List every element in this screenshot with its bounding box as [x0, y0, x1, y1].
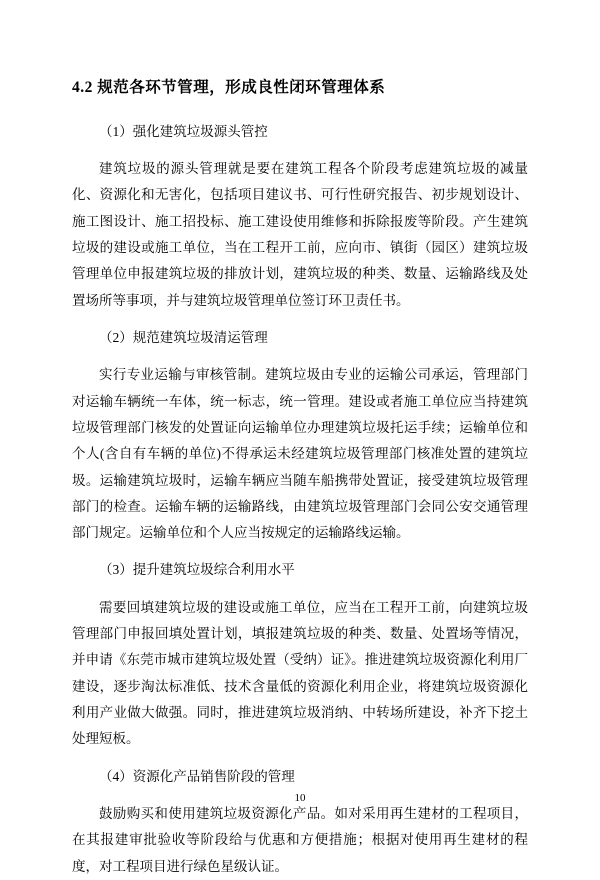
section-subheading-4: （4）资源化产品销售阶段的管理 — [99, 768, 295, 784]
section-paragraph-2: 实行专业运输与审核管制。建筑垃圾由专业的运输公司承运，管理部门对运输车辆统一车体，统一标志，统一管理。建设或者施工单位应当持建筑垃圾管理部门核发的处置证向运输单位办理建筑垃圾托运手续；运输单位和个人(含自有车辆的单位)不得承运未经建筑垃圾管理部门核准处置的建筑垃圾。运输建筑垃圾时，运输车辆应当随车船携带处置证，接受建筑垃圾管理部门的检查。运输车辆的运输路线，由建筑垃圾管理部门会同公安交通管理部门规定。运输单位和个人应当按规定的运输路线运输。 — [72, 367, 528, 541]
paragraph-spacer — [72, 316, 528, 325]
page-number: 10 — [294, 792, 306, 804]
section-paragraph-3: 需要回填建筑垃圾的建设或施工单位，应当在工程开工前，向建筑垃圾管理部门申报回填处置计划，填报建筑垃圾的种类、数量、处置场等情况，并申请《东莞市城市建筑垃圾处置（受纳）证》。推进建筑垃圾资源化利用厂建设，逐步淘汰标准低、技术含量低的资源化利用企业，将建筑垃圾资源化利用产业做大做强。同时，推进建筑垃圾消纳、中转场所建设，补齐下挖土处理短板。 — [72, 599, 528, 747]
section-paragraph-4: 鼓励购买和使用建筑垃圾资源化产品。如对采用再生建材的工程项目，在其报建审批验收等阶段给与优惠和方便措施；根据对使用再生建材的程度，对工程项目进行绿色星级认证。 — [72, 805, 528, 874]
section-subheading-1: （1）强化建筑垃圾源头管控 — [99, 123, 268, 139]
paragraph-spacer — [72, 586, 528, 595]
section-subheading-2: （2）规范建筑垃圾清运管理 — [99, 329, 268, 345]
paragraph-spacer — [72, 755, 528, 764]
paragraph-spacer — [72, 147, 528, 156]
paragraph-spacer — [72, 548, 528, 557]
section-paragraph-1: 建筑垃圾的源头管理就是要在建筑工程各个阶段考虑建筑垃圾的减量化、资源化和无害化，包括项目建议书、可行性研究报告、初步规划设计、施工图设计、施工招投标、施工建设使用维修和拆除报废等阶段。产生建筑垃圾的建设或施工单位，当在工程开工前，应向市、镇街（园区）建筑垃圾管理单位申报建筑垃圾的排放计划，建筑垃圾的种类、数量、运输路线及处置场所等事项，并与建筑垃圾管理单位签订环卫责任书。 — [72, 161, 528, 308]
paragraph-spacer — [72, 353, 528, 362]
page-title: 4.2 规范各环节管理，形成良性闭环管理体系 — [72, 79, 386, 96]
section-subheading-3: （3）提升建筑垃圾综合利用水平 — [99, 562, 295, 578]
